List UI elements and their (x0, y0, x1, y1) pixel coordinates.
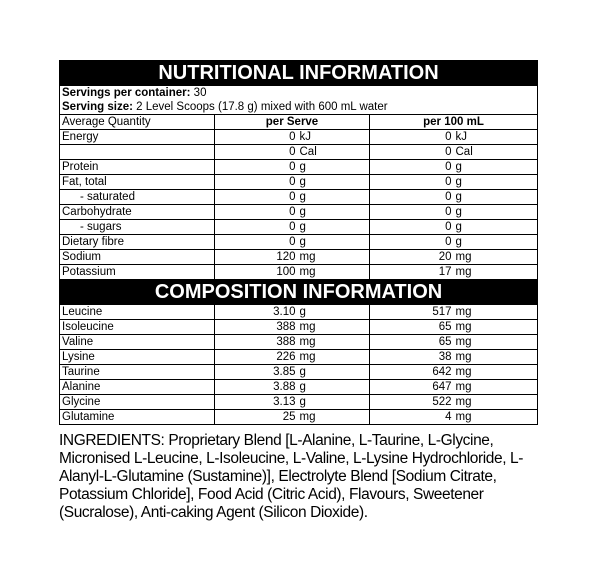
per-serve-unit: g (298, 305, 370, 320)
per-serve-value: 388 (215, 320, 298, 335)
per-serve-unit: kJ (298, 130, 370, 145)
nutrient-name: Glutamine (60, 410, 215, 425)
per-serve-value: 0 (215, 175, 298, 190)
per-100ml-value: 38 (370, 350, 454, 365)
per-100ml-value: 0 (370, 130, 454, 145)
serving-size-row (60, 100, 538, 115)
nutrient-row (60, 235, 538, 250)
per-serve-unit: mg (298, 320, 370, 335)
per-100ml-value: 517 (370, 305, 454, 320)
per-serve-value: 100 (215, 265, 298, 280)
per-100ml-value: 0 (370, 235, 454, 250)
per-100ml-value: 17 (370, 265, 454, 280)
nutrient-row (60, 175, 538, 190)
per-100ml-value: 20 (370, 250, 454, 265)
per-100ml-value: 65 (370, 320, 454, 335)
per-serve-unit: g (298, 365, 370, 380)
nutrient-name: Carbohydrate (60, 205, 215, 220)
composition-row (60, 305, 538, 320)
per-serve-unit: mg (298, 265, 370, 280)
per-serve-value: 0 (215, 130, 298, 145)
header-per-serve: per Serve (215, 115, 370, 130)
per-serve-unit: g (298, 175, 370, 190)
nutrition-title-row (60, 61, 538, 86)
per-serve-unit: mg (298, 335, 370, 350)
nutrient-name (60, 145, 215, 160)
per-100ml-unit: g (454, 175, 538, 190)
per-serve-value: 226 (215, 350, 298, 365)
per-100ml-value: 0 (370, 160, 454, 175)
composition-row (60, 410, 538, 425)
nutrient-row (60, 145, 538, 160)
nutrient-name: Fat, total (60, 175, 215, 190)
per-serve-unit: g (298, 395, 370, 410)
composition-row (60, 320, 538, 335)
nutrient-name: Dietary fibre (60, 235, 215, 250)
per-100ml-value: 642 (370, 365, 454, 380)
servings-value: 30 (193, 87, 207, 99)
per-100ml-value: 647 (370, 380, 454, 395)
nutrient-name: Taurine (60, 365, 215, 380)
per-100ml-unit: g (454, 190, 538, 205)
per-serve-value: 0 (215, 205, 298, 220)
nutrient-name: Potassium (60, 265, 215, 280)
per-serve-value: 388 (215, 335, 298, 350)
per-serve-value: 25 (215, 410, 298, 425)
nutrient-row (60, 220, 538, 235)
nutrient-row (60, 250, 538, 265)
per-100ml-value: 0 (370, 190, 454, 205)
header-average-quantity: Average Quantity (60, 115, 215, 130)
per-serve-value: 0 (215, 190, 298, 205)
nutrient-name: Valine (60, 335, 215, 350)
per-100ml-value: 0 (370, 175, 454, 190)
nutrient-name: - sugars (60, 220, 215, 235)
per-100ml-unit: mg (454, 250, 538, 265)
per-serve-value: 3.85 (215, 365, 298, 380)
per-serve-value: 0 (215, 145, 298, 160)
per-100ml-unit: kJ (454, 130, 538, 145)
per-100ml-value: 0 (370, 205, 454, 220)
nutrient-name: Lysine (60, 350, 215, 365)
composition-title-row (60, 280, 538, 305)
per-100ml-unit: g (454, 235, 538, 250)
nutrient-row (60, 160, 538, 175)
nutrient-row (60, 265, 538, 280)
nutrient-name: Glycine (60, 395, 215, 410)
per-serve-unit: g (298, 190, 370, 205)
per-100ml-value: 4 (370, 410, 454, 425)
per-serve-value: 0 (215, 160, 298, 175)
per-serve-value: 3.88 (215, 380, 298, 395)
nutrient-name: Alanine (60, 380, 215, 395)
per-100ml-unit: mg (454, 320, 538, 335)
per-100ml-unit: g (454, 160, 538, 175)
composition-row (60, 395, 538, 410)
nutrient-name: Energy (60, 130, 215, 145)
per-serve-unit: Cal (298, 145, 370, 160)
nutrient-name: Protein (60, 160, 215, 175)
nutrient-name: Leucine (60, 305, 215, 320)
composition-row (60, 365, 538, 380)
nutrient-name: Isoleucine (60, 320, 215, 335)
nutrient-name: Sodium (60, 250, 215, 265)
per-serve-unit: g (298, 235, 370, 250)
per-serve-value: 3.10 (215, 305, 298, 320)
per-serve-value: 120 (215, 250, 298, 265)
nutrient-name: - saturated (60, 190, 215, 205)
per-serve-unit: mg (298, 350, 370, 365)
per-100ml-unit: Cal (454, 145, 538, 160)
per-100ml-value: 522 (370, 395, 454, 410)
per-100ml-value: 65 (370, 335, 454, 350)
nutrition-title: NUTRITIONAL INFORMATION (60, 61, 538, 86)
servings-label: Servings per container: (62, 87, 191, 99)
per-100ml-unit: mg (454, 350, 538, 365)
per-100ml-value: 0 (370, 220, 454, 235)
ingredients-text: INGREDIENTS: Proprietary Blend [L-Alanine, L-Taurine, L-Glycine, Micronised L-Leucine, L-Isoleucine, L-Valine, L-Lysine Hydrochloride, L-Alanyl-L-Glutamine (Sustamine)], Electrolyte Blend [Sodium Citrate, Potassium Chloride], Food Acid (Citric Acid), Flavours, Sweetener (Sucralose), Anti-caking Agent (Silicon Dioxide). (59, 432, 523, 521)
serving-size-value: 2 Level Scoops (17.8 g) mixed with 600 mL water (136, 101, 388, 113)
composition-row (60, 350, 538, 365)
per-serve-unit: g (298, 380, 370, 395)
header-per-100ml: per 100 mL (370, 115, 538, 130)
nutrition-panel (59, 60, 537, 425)
per-100ml-unit: mg (454, 395, 538, 410)
per-serve-unit: g (298, 160, 370, 175)
per-100ml-unit: mg (454, 365, 538, 380)
nutrition-header-row (60, 115, 538, 130)
per-100ml-value: 0 (370, 145, 454, 160)
nutrient-row (60, 130, 538, 145)
per-serve-unit: g (298, 205, 370, 220)
per-100ml-unit: g (454, 220, 538, 235)
per-100ml-unit: mg (454, 410, 538, 425)
per-100ml-unit: mg (454, 335, 538, 350)
composition-row (60, 335, 538, 350)
composition-title: COMPOSITION INFORMATION (60, 280, 538, 305)
per-serve-unit: g (298, 220, 370, 235)
per-serve-value: 3.13 (215, 395, 298, 410)
per-serve-unit: mg (298, 250, 370, 265)
per-100ml-unit: mg (454, 265, 538, 280)
nutrient-row (60, 205, 538, 220)
per-serve-unit: mg (298, 410, 370, 425)
per-serve-value: 0 (215, 220, 298, 235)
per-100ml-unit: g (454, 205, 538, 220)
nutrient-row (60, 190, 538, 205)
per-100ml-unit: mg (454, 380, 538, 395)
nutrition-table (59, 60, 538, 425)
servings-row (60, 86, 538, 101)
per-100ml-unit: mg (454, 305, 538, 320)
composition-row (60, 380, 538, 395)
serving-size-label: Serving size: (62, 101, 133, 113)
per-serve-value: 0 (215, 235, 298, 250)
